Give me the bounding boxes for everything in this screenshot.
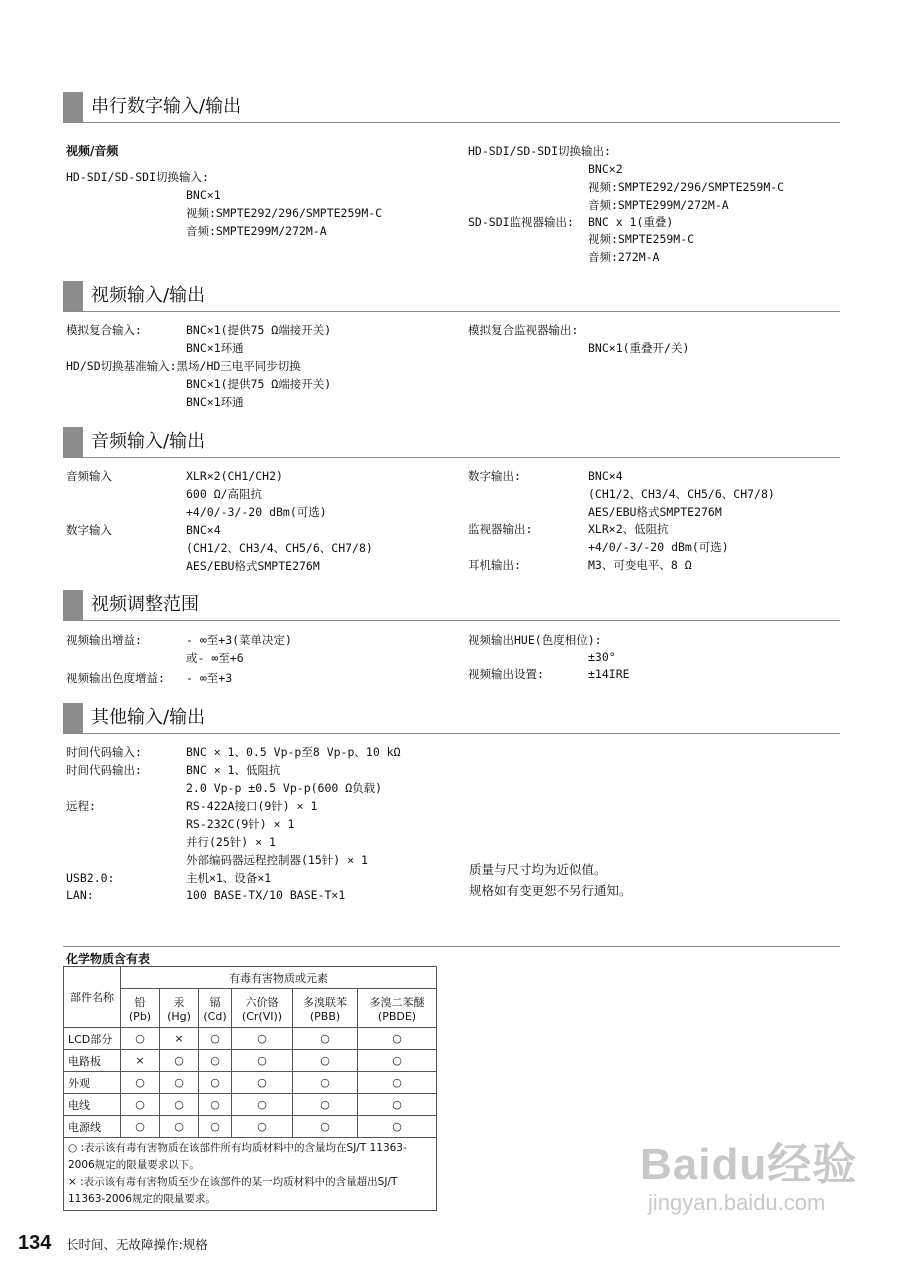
spec-value: BNC×1(提供75 Ω端接开关) <box>186 377 332 391</box>
value-cell: ○ <box>232 1116 293 1138</box>
col-header <box>293 989 358 1028</box>
spec-label: 视频输出增益: <box>66 633 142 647</box>
value-cell: ○ <box>121 1072 160 1094</box>
section-title: 视频调整范围 <box>91 594 199 615</box>
spec-label: USB2.0: <box>66 871 115 885</box>
value-cell: ○ <box>160 1072 199 1094</box>
spec-label: 视频输出设置: <box>468 667 544 681</box>
chem-title: 化学物质含有表 <box>66 952 151 966</box>
spec-value: ±14IRE <box>588 667 630 681</box>
table-row <box>64 1050 437 1072</box>
value-cell: ○ <box>358 1072 437 1094</box>
page-number: 134 <box>18 1232 52 1254</box>
spec-value: 音频:SMPTE299M/272M-A <box>588 198 729 212</box>
spec-value: 600 Ω/高阻抗 <box>186 487 263 501</box>
chem-table <box>63 966 437 1211</box>
group-header: 有毒有害物质或元素 <box>121 967 437 989</box>
value-cell: ○ <box>232 1072 293 1094</box>
value-cell: ○ <box>199 1028 232 1050</box>
spec-label: 时间代码输出: <box>66 763 142 777</box>
spec-label: 模拟复合监视器输出: <box>468 323 579 337</box>
spec-value: BNC×2 <box>588 162 623 176</box>
footer-title: 长时间、无故障操作:规格 <box>66 1237 208 1252</box>
spec-label: 数字输出: <box>468 469 521 483</box>
col-name: 六价铬 <box>245 995 279 1009</box>
col-symbol: (PBDE) <box>377 1009 417 1023</box>
value-cell: ○ <box>232 1094 293 1116</box>
value-cell: ○ <box>199 1094 232 1116</box>
part-cell: 电线 <box>64 1094 121 1116</box>
col-symbol: (Cd) <box>203 1009 227 1023</box>
value-cell: ○ <box>358 1028 437 1050</box>
table-notes <box>64 1138 437 1211</box>
spec-value: BNC×1 <box>186 188 221 202</box>
spec-value: RS-422A接口(9针) × 1 <box>186 799 318 813</box>
value-cell: × <box>160 1028 199 1050</box>
value-cell: ○ <box>160 1050 199 1072</box>
section-video-io <box>63 281 840 312</box>
spec-value: BNC×4 <box>588 469 623 483</box>
col-symbol: (Pb) <box>128 1009 152 1023</box>
col-symbol: (PBB) <box>309 1009 341 1023</box>
value-cell: ○ <box>199 1072 232 1094</box>
col-header <box>232 989 293 1028</box>
part-cell: 电路板 <box>64 1050 121 1072</box>
value-cell: ○ <box>293 1094 358 1116</box>
spec-value: 并行(25针) × 1 <box>186 835 276 849</box>
col-header <box>358 989 437 1028</box>
col-symbol: (Cr(VI)) <box>241 1009 283 1023</box>
spec-value: XLR×2、低阻抗 <box>588 522 669 536</box>
col-header <box>121 989 160 1028</box>
col-name: 多溴联苯 <box>303 995 347 1009</box>
spec-value: 音频:272M-A <box>588 250 660 264</box>
spec-value: 或- ∞至+6 <box>186 651 244 665</box>
value-cell: ○ <box>293 1028 358 1050</box>
spec-label: LAN: <box>66 888 94 902</box>
spec-value: (CH1/2、CH3/4、CH5/6、CH7/8) <box>588 487 775 501</box>
value-cell: × <box>121 1050 160 1072</box>
value-cell: ○ <box>160 1094 199 1116</box>
col-header <box>199 989 232 1028</box>
spec-value: 视频:SMPTE292/296/SMPTE259M-C <box>186 206 383 220</box>
spec-value: BNC×1(提供75 Ω端接开关) <box>186 323 332 337</box>
value-cell: ○ <box>293 1072 358 1094</box>
spec-value: RS-232C(9针) × 1 <box>186 817 295 831</box>
part-cell: LCD部分 <box>64 1028 121 1050</box>
spec-value: AES/EBU格式SMPTE276M <box>588 505 722 519</box>
value-cell: ○ <box>232 1028 293 1050</box>
spec-value: BNC x 1(重叠) <box>588 215 674 229</box>
part-cell: 外观 <box>64 1072 121 1094</box>
spec-label: 监视器输出: <box>468 522 533 536</box>
spec-value: +4/0/-3/-20 dBm(可选) <box>186 505 327 519</box>
spec-value: BNC×4 <box>186 523 221 537</box>
spec-value: ±30° <box>588 650 616 664</box>
section-serial-digital <box>63 92 840 123</box>
col-name: 镉 <box>209 995 221 1009</box>
section-title: 视频输入/输出 <box>91 285 206 306</box>
spec-label: 远程: <box>66 799 96 813</box>
part-header: 部件名称 <box>64 967 121 1028</box>
table-row <box>64 1094 437 1116</box>
note-approx: 质量与尺寸均为近似值。 <box>469 862 607 877</box>
spec-value: +4/0/-3/-20 dBm(可选) <box>588 540 729 554</box>
spec-label: HD-SDI/SD-SDI切换输入: <box>66 170 209 184</box>
spec-value: 视频:SMPTE292/296/SMPTE259M-C <box>588 180 785 194</box>
table-row <box>64 1072 437 1094</box>
spec-label: 音频输入 <box>66 469 112 483</box>
col-symbol: (Hg) <box>167 1009 191 1023</box>
spec-value: 外部编码器远程控制器(15针) × 1 <box>186 853 368 867</box>
spec-value: BNC × 1、0.5 Vp-p至8 Vp-p、10 kΩ <box>186 745 401 759</box>
section-title: 音频输入/输出 <box>91 431 206 452</box>
col-name: 汞 <box>173 995 185 1009</box>
section-title: 其他输入/输出 <box>91 707 206 728</box>
spec-value: - ∞至+3 <box>186 671 233 685</box>
spec-value: M3、可变电平、8 Ω <box>588 558 692 572</box>
value-cell: ○ <box>199 1050 232 1072</box>
spec-label: 时间代码输入: <box>66 745 142 759</box>
spec-value: 2.0 Vp-p ±0.5 Vp-p(600 Ω负载) <box>186 781 383 795</box>
section-video-adjust <box>63 590 840 621</box>
section-audio-io <box>63 427 840 458</box>
spec-label: 视频输出HUE(色度相位): <box>468 633 602 647</box>
col-name: 多溴二苯醚 <box>369 995 425 1009</box>
value-cell: ○ <box>121 1094 160 1116</box>
spec-label: 视频输出色度增益: <box>66 671 165 685</box>
col-name: 铅 <box>134 995 146 1009</box>
spec-label: SD-SDI监视器输出: <box>468 215 574 229</box>
section-title: 串行数字输入/输出 <box>91 96 242 117</box>
spec-value: AES/EBU格式SMPTE276M <box>186 559 320 573</box>
spec-label: HD-SDI/SD-SDI切换输出: <box>468 144 611 158</box>
spec-value: 视频:SMPTE259M-C <box>588 232 695 246</box>
divider <box>63 946 840 947</box>
spec-value: XLR×2(CH1/CH2) <box>186 469 283 483</box>
col-header <box>160 989 199 1028</box>
watermark-brand: Baidu经验 <box>640 1140 858 1189</box>
spec-label: HD/SD切换基准输入:黑场/HD三电平同步切换 <box>66 359 301 373</box>
watermark <box>640 1140 857 1216</box>
spec-value: BNC×1(重叠开/关) <box>588 341 690 355</box>
spec-value: (CH1/2、CH3/4、CH5/6、CH7/8) <box>186 541 373 555</box>
value-cell: ○ <box>121 1116 160 1138</box>
spec-value: - ∞至+3(菜单决定) <box>186 633 292 647</box>
table-row <box>64 1116 437 1138</box>
spec-label: 耳机输出: <box>468 558 521 572</box>
section-other-io <box>63 703 840 734</box>
value-cell: ○ <box>121 1028 160 1050</box>
part-cell: 电源线 <box>64 1116 121 1138</box>
value-cell: ○ <box>293 1116 358 1138</box>
spec-value: 音频:SMPTE299M/272M-A <box>186 224 327 238</box>
value-cell: ○ <box>293 1050 358 1072</box>
spec-value: BNC×1环通 <box>186 395 244 409</box>
table-row <box>64 1028 437 1050</box>
note-circle: ○ :表示该有毒有害物质在该部件所有均质材料中的含量均在SJ/T 11363-2006规定的限量要求以下。 <box>68 1142 407 1171</box>
spec-value: 100 BASE-TX/10 BASE-T×1 <box>186 888 346 902</box>
value-cell: ○ <box>160 1116 199 1138</box>
value-cell: ○ <box>199 1116 232 1138</box>
spec-label: 模拟复合输入: <box>66 323 142 337</box>
spec-value: 主机×1、设备×1 <box>186 871 272 885</box>
spec-value: BNC × 1、低阻抗 <box>186 763 281 777</box>
spec-label: 数字输入 <box>66 523 112 537</box>
value-cell: ○ <box>358 1094 437 1116</box>
value-cell: ○ <box>358 1050 437 1072</box>
value-cell: ○ <box>358 1116 437 1138</box>
subheading: 视频/音频 <box>66 144 119 158</box>
note-change: 规格如有变更恕不另行通知。 <box>469 883 632 898</box>
spec-value: BNC×1环通 <box>186 341 244 355</box>
value-cell: ○ <box>232 1050 293 1072</box>
watermark-url: jingyan.baidu.com <box>648 1190 826 1215</box>
note-cross: × :表示该有毒有害物质至少在该部件的某一均质材料中的含量超出SJ/T 11363-2006规定的限量要求。 <box>68 1176 398 1205</box>
